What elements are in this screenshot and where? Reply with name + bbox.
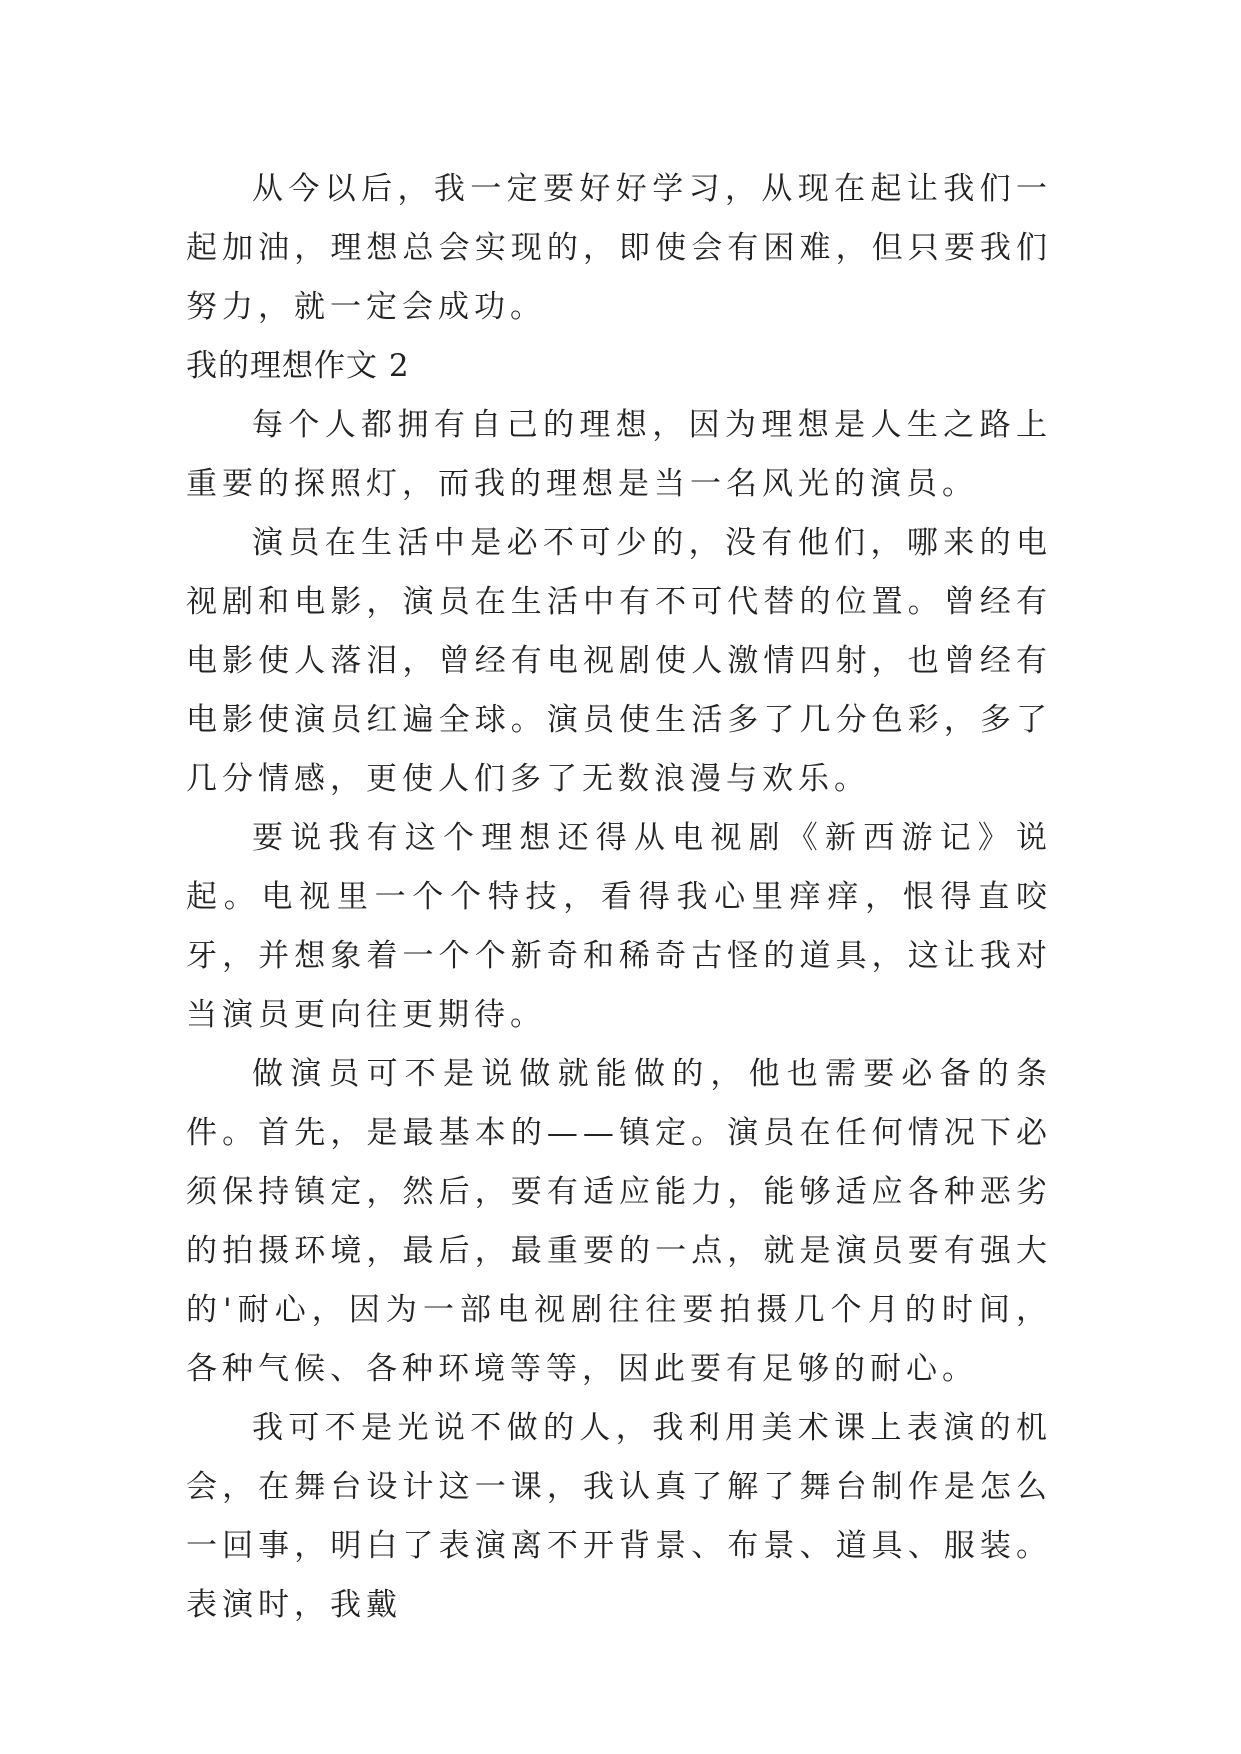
paragraph-closing: 从今以后，我一定要好好学习，从现在起让我们一起加油，理想总会实现的，即使会有困难，但只要我们努力，就一定会成功。 bbox=[186, 171, 1052, 325]
document-body bbox=[186, 160, 1052, 1635]
paragraph-practice: 我可不是光说不做的人，我利用美术课上表演的机会，在舞台设计这一课，我认真了解了舞台制作是怎么一回事，明白了表演离不开背景、布景、道具、服装。表演时，我戴 bbox=[186, 1410, 1052, 1623]
paragraph-origin: 要说我有这个理想还得从电视剧《新西游记》说起。电视里一个个特技，看得我心里痒痒，恨得直咬牙，并想象着一个个新奇和稀奇古怪的道具，这让我对当演员更向往更期待。 bbox=[186, 820, 1052, 1033]
paragraph-requirements: 做演员可不是说做就能做的，他也需要必备的条件。首先，是最基本的——镇定。演员在任何情况下必须保持镇定，然后，要有适应能力，能够适应各种恶劣的拍摄环境，最后，最重要的一点，就是演员要有强大的'耐心，因为一部电视剧往往要拍摄几个月的时间，各种气候、各种环境等等，因此要有足够的耐心。 bbox=[186, 1056, 1052, 1387]
paragraph-intro: 每个人都拥有自己的理想，因为理想是人生之路上重要的探照灯，而我的理想是当一名风光的演员。 bbox=[186, 407, 1052, 502]
paragraph-actors-importance: 演员在生活中是必不可少的，没有他们，哪来的电视剧和电影，演员在生活中有不可代替的位置。曾经有电影使人落泪，曾经有电视剧使人激情四射，也曾经有电影使演员红遍全球。演员使生活多了几分色彩，多了几分情感，更使人们多了无数浪漫与欢乐。 bbox=[186, 525, 1052, 797]
essay-heading: 我的理想作文 2 bbox=[186, 348, 410, 384]
